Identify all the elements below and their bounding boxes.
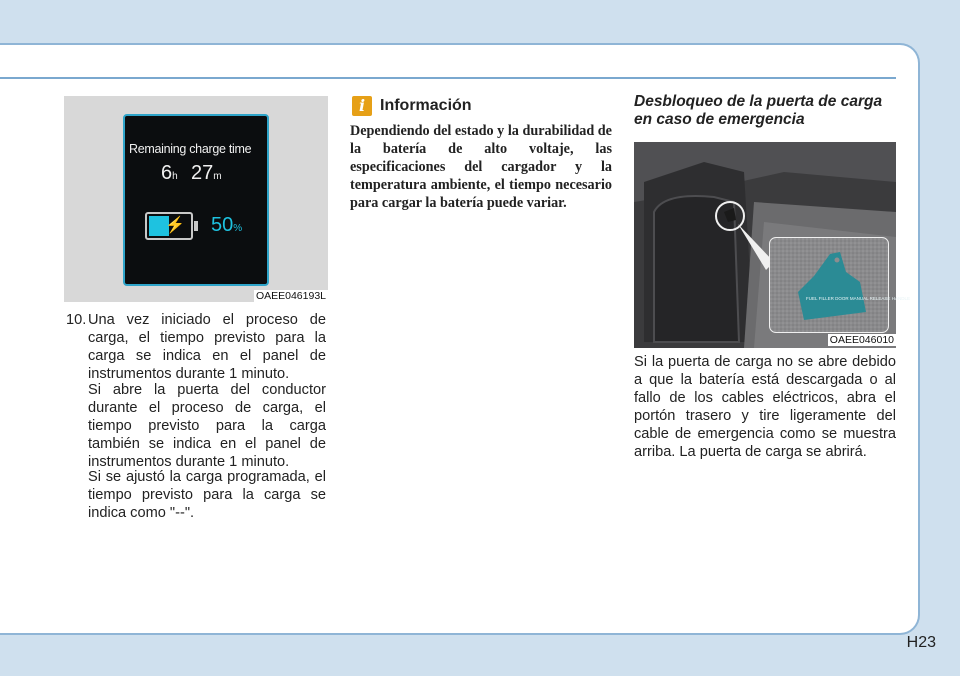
- minutes-unit: m: [213, 171, 222, 182]
- hours-value: 6: [161, 162, 173, 184]
- paragraph-driver-door: Si abre la puerta del conductor durante el proceso de carga, el tiempo previsto para la carga también se indica en el panel de instrumentos durante 1 minuto.: [88, 382, 326, 470]
- paragraph-scheduled-charge: Si se ajustó la carga programada, el tiempo previsto para la carga se indica como "--".: [88, 469, 326, 521]
- item-number: 10.: [66, 312, 87, 328]
- hours-unit: h: [172, 171, 178, 182]
- list-item-10: [66, 311, 326, 383]
- information-heading: [352, 96, 472, 116]
- battery-icon: [145, 212, 193, 240]
- percent-unit: %: [233, 223, 243, 234]
- minutes-value: 27: [191, 162, 214, 184]
- item-text: Una vez iniciado el proceso de carga, el tiempo previsto para la carga se indica en el panel de instrumentos durante 1 minuto.: [88, 312, 326, 382]
- instrument-cluster-figure: [64, 96, 328, 302]
- info-icon: i: [352, 96, 372, 116]
- cluster-display: [123, 114, 269, 286]
- battery-percent: [211, 214, 242, 237]
- trunk-emergency-release-figure: [634, 142, 910, 348]
- cluster-title: Remaining charge time: [129, 142, 252, 156]
- trunk-illustration: [634, 142, 910, 348]
- page-number: H23: [906, 634, 936, 651]
- emergency-release-text: Si la puerta de carga no se abre debido a que la batería está descargada o al fallo de los cables eléctricos, abra el portón trasero y tire ligeramente del cable de emergencia como se muestra arriba. La puerta de carga se abrirá.: [634, 354, 896, 460]
- information-body: Dependiendo del estado y la durabilidad de la batería de alto voltaje, las especificaciones del cargador y la temperatura ambiente, el tiempo necesario para cargar la batería puede variar.: [350, 123, 612, 211]
- section-title: Desbloqueo de la puerta de carga en caso de emergencia: [634, 93, 883, 128]
- information-title: Información: [380, 97, 472, 114]
- lightning-bolt-icon: ⚡: [165, 217, 185, 234]
- tag-text: FUEL FILLER DOOR MANUAL RELEASE HANDLE: [806, 296, 910, 301]
- figure-code: OAEE046010: [829, 334, 894, 346]
- figure-code: OAEE046193L: [255, 290, 326, 302]
- header-rule: [0, 77, 896, 79]
- percent-value: 50: [211, 214, 234, 236]
- cluster-charge-time: [161, 162, 222, 185]
